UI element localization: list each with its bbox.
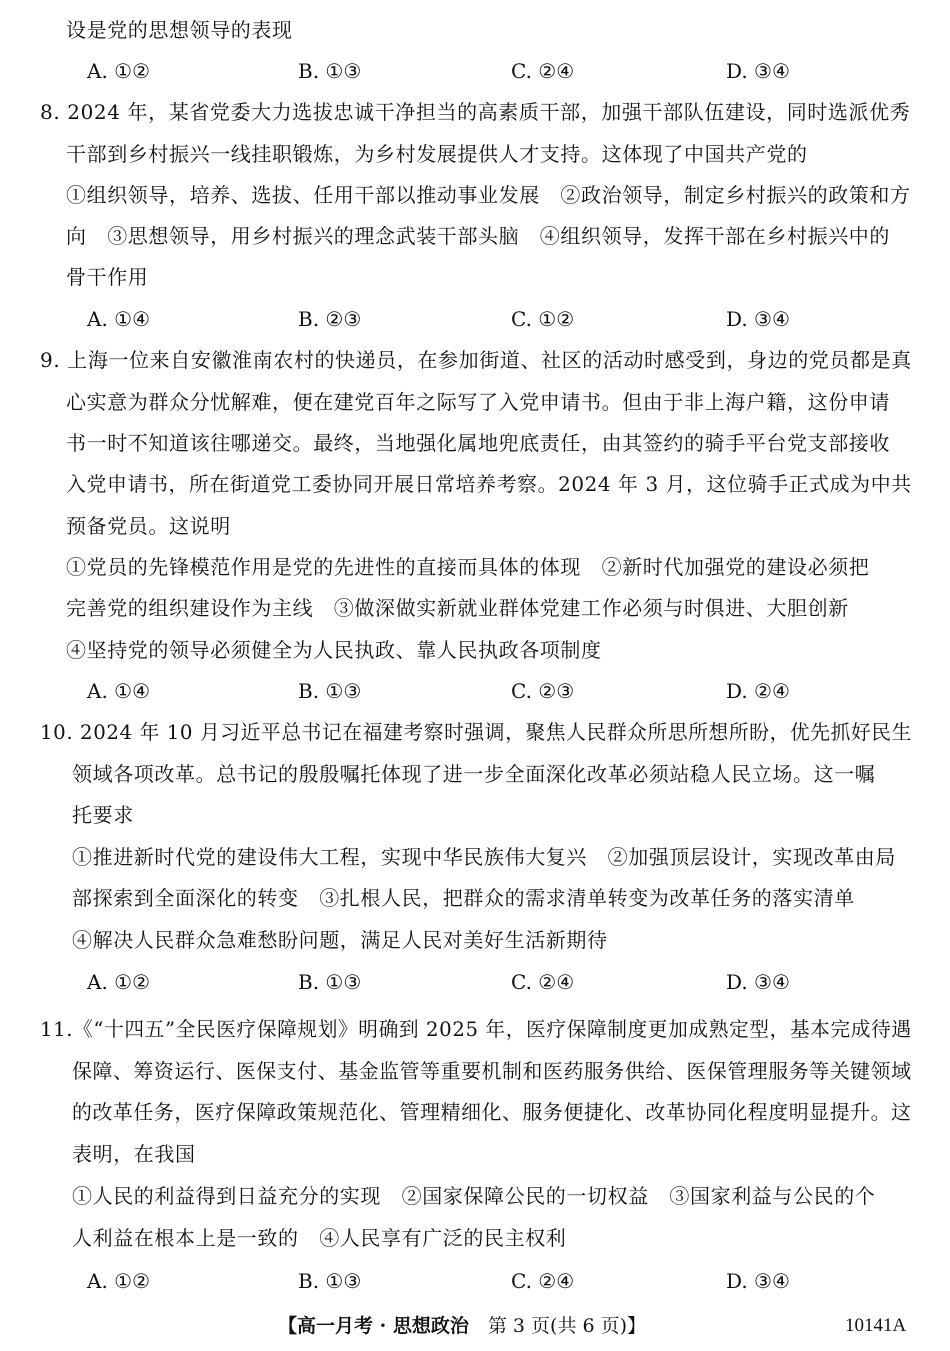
q9-option-c: C. ②③ (511, 679, 575, 703)
q7-option-b: B. ①③ (298, 59, 362, 83)
q9-option-b: B. ①③ (298, 679, 362, 703)
page-number: 第 3 页(共 6 页)】 (487, 1315, 647, 1337)
q11-option-b: B. ①③ (298, 1269, 362, 1293)
q11-choice-line: ①人民的利益得到日益充分的实现 ②国家保障公民的一切权益 ③国家利益与公民的个 (72, 1184, 876, 1208)
q8-stem-line: 干部到乡村振兴一线挂职锻炼，为乡村发展提供人才支持。这体现了中国共产党的 (66, 142, 808, 166)
q9-stem-line: 书一时不知道该往哪递交。最终，当地强化属地兜底责任，由其签约的骑手平台党支部接收 (66, 431, 890, 455)
q11-option-a: A. ①② (87, 1269, 151, 1293)
q8-option-c: C. ①② (511, 307, 575, 331)
q8-stem-line: 8. 2024 年，某省党委大力选拔忠诚干净担当的高素质干部，加强干部队伍建设，同时选派优秀 (40, 100, 911, 124)
q7-option-c: C. ②④ (511, 59, 575, 83)
q10-option-a: A. ①② (87, 970, 151, 994)
q10-choice-line: 部探索到全面深化的转变 ③扎根人民，把群众的需求清单转变为改革任务的落实清单 (72, 886, 855, 910)
q8-option-a: A. ①④ (87, 307, 151, 331)
q9-option-a: A. ①④ (87, 679, 151, 703)
q11-stem-line: 的改革任务，医疗保障政策规范化、管理精细化、服务便捷化、改革协同化程度明显提升。这 (72, 1100, 912, 1124)
q11-option-d: D. ③④ (726, 1269, 790, 1293)
q9-choice-line: ④坚持党的领导必须健全为人民执政、靠人民执政各项制度 (66, 638, 602, 662)
q8-choice-line: 骨干作用 (66, 265, 149, 289)
q10-stem-line: 托要求 (72, 803, 134, 827)
q7-option-d: D. ③④ (726, 59, 790, 83)
q9-stem-line: 心实意为群众分忧解难，便在建党百年之际写了入党申请书。但由于非上海户籍，这份申请 (66, 390, 890, 414)
q9-choice-line: ①党员的先锋模范作用是党的先进性的直接而具体的体现 ②新时代加强党的建设必须把 (66, 555, 870, 579)
q8-option-b: B. ②③ (298, 307, 362, 331)
q10-stem-line: 10. 2024 年 10 月习近平总书记在福建考察时强调，聚焦人民群众所思所想所盼，优先抓好民生 (40, 720, 912, 744)
page-footer (278, 1312, 646, 1340)
q10-option-c: C. ②④ (511, 970, 575, 994)
q9-stem-line: 预备党员。这说明 (66, 514, 231, 538)
q10-option-b: B. ①③ (298, 970, 362, 994)
q9-choice-line: 完善党的组织建设作为主线 ③做深做实新就业群体党建工作必须与时俱进、大胆创新 (66, 596, 849, 620)
q8-option-d: D. ③④ (726, 307, 790, 331)
q11-stem-line: 11.《“十四五”全民医疗保障规划》明确到 2025 年，医疗保障制度更加成熟定型，基本完成待遇 (40, 1017, 912, 1041)
exam-code: 10141A (845, 1315, 907, 1336)
q11-option-c: C. ②④ (511, 1269, 575, 1293)
q8-choice-line: 向 ③思想领导，用乡村振兴的理念武装干部头脑 ④组织领导，发挥干部在乡村振兴中的 (66, 224, 890, 248)
q10-option-d: D. ③④ (726, 970, 790, 994)
q11-stem-line: 保障、筹资运行、医保支付、基金监管等重要机制和医药服务供给、医保管理服务等关键领域 (72, 1059, 912, 1083)
exam-title: 【高一月考 · 思想政治 (278, 1315, 469, 1337)
q9-option-d: D. ②④ (726, 679, 790, 703)
q10-choice-line: ④解决人民群众急难愁盼问题，满足人民对美好生活新期待 (72, 928, 608, 952)
q7-continuation: 设是党的思想领导的表现 (66, 18, 293, 42)
q9-stem-line: 9. 上海一位来自安徽淮南农村的快递员，在参加街道、社区的活动时感受到，身边的党员都是真 (40, 348, 912, 372)
q7-option-a: A. ①② (87, 59, 151, 83)
q8-choice-line: ①组织领导，培养、选拔、任用干部以推动事业发展 ②政治领导，制定乡村振兴的政策和方 (66, 183, 911, 207)
q9-stem-line: 入党申请书，所在街道党工委协同开展日常培养考察。2024 年 3 月，这位骑手正式成为中共 (66, 472, 912, 496)
q10-choice-line: ①推进新时代党的建设伟大工程，实现中华民族伟大复兴 ②加强顶层设计，实现改革由局 (72, 845, 896, 869)
q10-stem-line: 领域各项改革。总书记的殷殷嘱托体现了进一步全面深化改革必须站稳人民立场。这一嘱 (72, 762, 876, 786)
q11-stem-line: 表明，在我国 (72, 1142, 196, 1166)
q11-choice-line: 人利益在根本上是一致的 ④人民享有广泛的民主权利 (72, 1226, 567, 1250)
